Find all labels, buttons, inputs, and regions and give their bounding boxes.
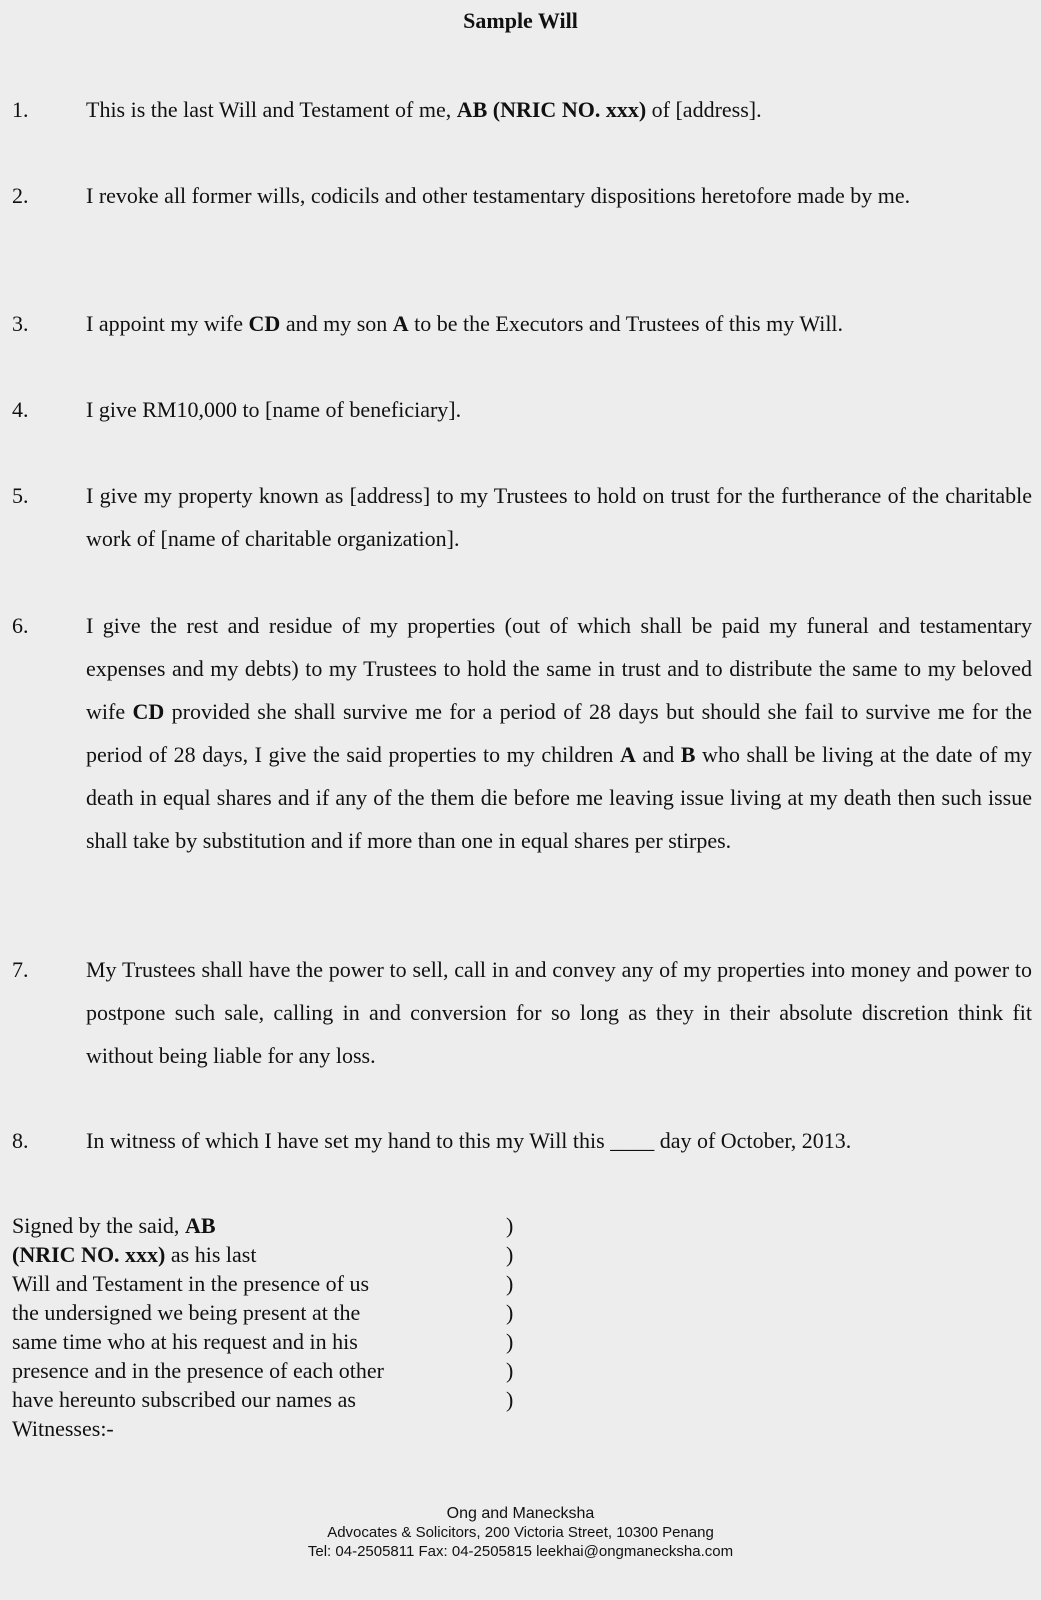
document-title: Sample Will <box>463 8 578 33</box>
firm-contact: Tel: 04-2505811 Fax: 04-2505815 leekhai@ongmanecksha.com <box>307 1543 734 1560</box>
bracket: ) <box>506 1300 514 1325</box>
clause-text <box>86 302 1032 345</box>
text-run: to be the Executors and Trustees of this my Will. <box>408 311 844 336</box>
bracket: ) <box>506 1358 514 1383</box>
clause-text <box>86 948 1032 1077</box>
clause-text <box>86 474 1032 560</box>
bracket: ) <box>506 1329 514 1354</box>
letterhead-footer <box>0 1504 1041 1561</box>
bold-text: A <box>392 311 409 336</box>
text-run: and <box>635 742 681 767</box>
signature-line <box>12 1269 384 1298</box>
firm-address: Advocates & Solicitors, 200 Victoria Street, 10300 Penang <box>327 1524 714 1541</box>
bold-text: B <box>680 742 696 767</box>
text-run: Witnesses:- <box>12 1416 114 1441</box>
text-run: I appoint my wife <box>86 311 249 336</box>
signature-line <box>12 1298 384 1327</box>
bold-text: CD <box>248 311 281 336</box>
text-run: I give RM10,000 to [name of beneficiary]. <box>86 397 462 422</box>
clause-number: 6. <box>12 613 29 638</box>
clause-number: 5. <box>12 483 29 508</box>
bracket: ) <box>506 1271 514 1296</box>
text-run: have hereunto subscribed our names as <box>12 1387 356 1412</box>
text-run: My Trustees shall have the power to sell, call in and convey any of my properties into money and power to postpone such sale, calling in and conversion for so long as they in their absolute discretion think fit without being liable for any loss. <box>86 957 1032 1068</box>
text-run: provided she shall survive me for a period of 28 days but should she fail to survive me for the period of 28 days, I give the said properties to my children <box>86 699 1032 767</box>
text-run: the undersigned we being present at the <box>12 1300 361 1325</box>
text-run: I revoke all former wills, codicils and other testamentary dispositions heretofore made by me. <box>86 183 911 208</box>
signature-brackets <box>506 1211 513 1414</box>
signature-line <box>12 1327 384 1356</box>
clause-text <box>86 604 1032 862</box>
bold-text: AB <box>184 1213 216 1238</box>
text-run: and my son <box>280 311 393 336</box>
text-run: same time who at his request and in his <box>12 1329 358 1354</box>
clause-number: 3. <box>12 311 29 336</box>
firm-name: Ong and Manecksha <box>446 1505 595 1522</box>
signature-line <box>12 1356 384 1385</box>
text-run: I give the rest and residue of my properties (out of which shall be paid my funeral and testamentary expenses and my debts) to my Trustees to hold the same in trust and to distribute the same to my beloved wife <box>86 613 1032 724</box>
bold-text: CD <box>132 699 165 724</box>
text-run: This is the last Will and Testament of me, <box>86 97 457 122</box>
clause-text <box>86 388 1032 431</box>
signature-block <box>12 1211 384 1443</box>
clause-number: 8. <box>12 1128 29 1153</box>
signature-line <box>12 1240 384 1269</box>
clause-text <box>86 174 1032 217</box>
signature-line <box>12 1211 384 1240</box>
clause-text <box>86 88 1032 131</box>
text-run: I give my property known as [address] to my Trustees to hold on trust for the furtherance of the charitable work of [name of charitable organization]. <box>86 483 1032 551</box>
clause-number: 1. <box>12 97 29 122</box>
text-run: In witness of which I have set my hand to this my Will this ____ day of October, 2013. <box>86 1128 852 1153</box>
clause-text <box>86 1119 1032 1162</box>
text-run: as his last <box>165 1242 257 1267</box>
bold-text: A <box>620 742 636 767</box>
text-run: who shall be living at the date of my death in equal shares and if any of the them die before me leaving issue living at my death then such issue shall take by substitution and if more than one in equal shares per stirpes. <box>86 742 1032 853</box>
clause-number: 2. <box>12 183 29 208</box>
signature-line <box>12 1414 384 1443</box>
signature-line <box>12 1385 384 1414</box>
bracket: ) <box>506 1213 514 1238</box>
bracket: ) <box>506 1242 514 1267</box>
clause-number: 4. <box>12 397 29 422</box>
bold-text: AB (NRIC NO. xxx) <box>456 97 647 122</box>
clause-number: 7. <box>12 957 29 982</box>
text-run: of [address]. <box>646 97 762 122</box>
bracket: ) <box>506 1387 514 1412</box>
text-run: Signed by the said, <box>12 1213 185 1238</box>
bold-text: (NRIC NO. xxx) <box>12 1242 166 1267</box>
text-run: Will and Testament in the presence of us <box>12 1271 370 1296</box>
text-run: presence and in the presence of each other <box>12 1358 384 1383</box>
